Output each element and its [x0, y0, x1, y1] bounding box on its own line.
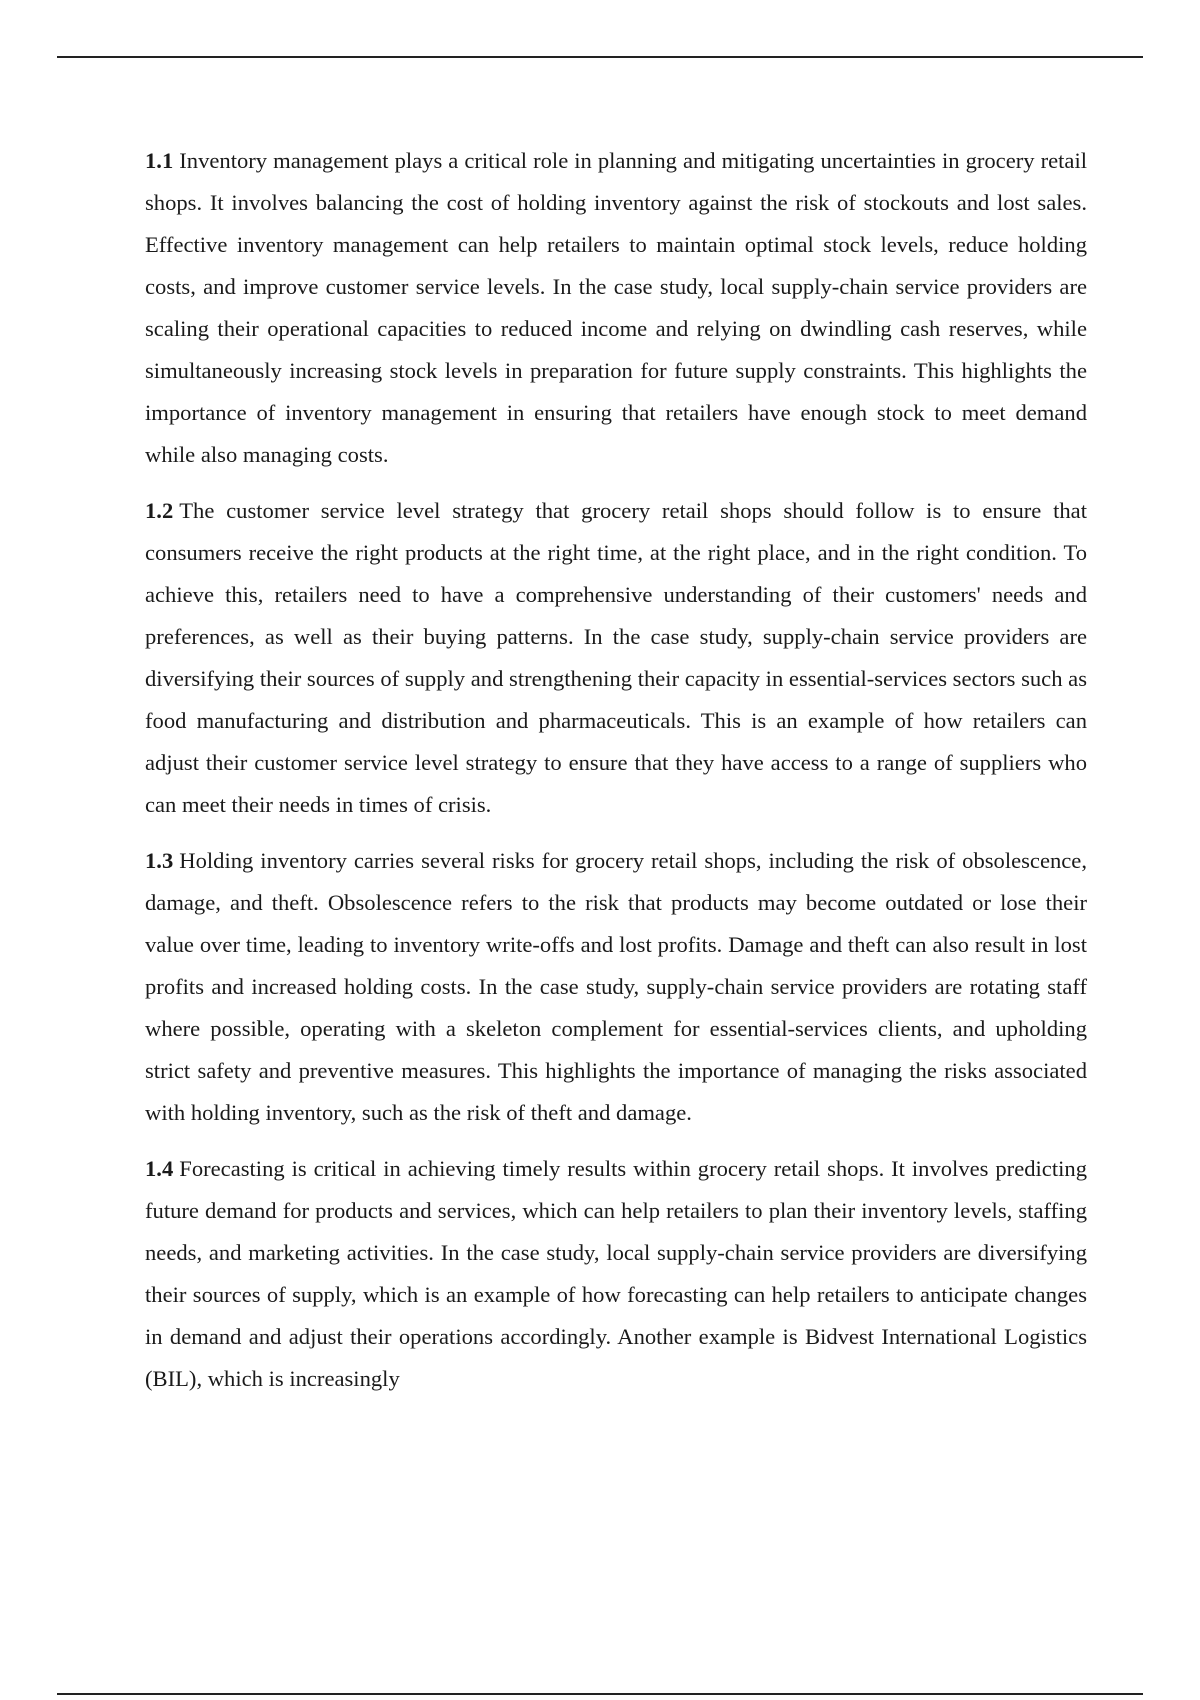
paragraph-1-1	[145, 140, 1087, 476]
footer-rule	[57, 1693, 1143, 1695]
header-rule	[57, 56, 1143, 58]
paragraph-text: Inventory management plays a critical role in planning and mitigating uncertainties in grocery retail shops. It involves balancing the cost of holding inventory against the risk of stockouts and lost sales. Effective inventory management can help retailers to maintain optimal stock levels, reduce holding costs, and improve customer service levels. In the case study, local supply-chain service providers are scaling their operational capacities to reduced income and relying on dwindling cash reserves, while simultaneously increasing stock levels in preparation for future supply constraints. This highlights the importance of inventory management in ensuring that retailers have enough stock to meet demand while also managing costs.	[145, 148, 1087, 467]
section-number: 1.3	[145, 848, 174, 873]
section-number: 1.1	[145, 148, 174, 173]
paragraph-1-3	[145, 840, 1087, 1134]
paragraph-text: Forecasting is critical in achieving timely results within grocery retail shops. It involves predicting future demand for products and services, which can help retailers to plan their inventory levels, staffing needs, and marketing activities. In the case study, local supply-chain service providers are diversifying their sources of supply, which is an example of how forecasting can help retailers to anticipate changes in demand and adjust their operations accordingly. Another example is Bidvest International Logistics (BIL), which is increasingly	[145, 1156, 1087, 1391]
section-number: 1.4	[145, 1156, 174, 1181]
paragraph-text: The customer service level strategy that grocery retail shops should follow is to ensure that consumers receive the right products at the right time, at the right place, and in the right condition. To achieve this, retailers need to have a comprehensive understanding of their customers' needs and preferences, as well as their buying patterns. In the case study, supply-chain service providers are diversifying their sources of supply and strengthening their capacity in essential-services sectors such as food manufacturing and distribution and pharmaceuticals. This is an example of how retailers can adjust their customer service level strategy to ensure that they have access to a range of suppliers who can meet their needs in times of crisis.	[145, 498, 1087, 817]
paragraph-1-4	[145, 1148, 1087, 1400]
paragraph-text: Holding inventory carries several risks for grocery retail shops, including the risk of obsolescence, damage, and theft. Obsolescence refers to the risk that products may become outdated or lose their value over time, leading to inventory write-offs and lost profits. Damage and theft can also result in lost profits and increased holding costs. In the case study, supply-chain service providers are rotating staff where possible, operating with a skeleton complement for essential-services clients, and upholding strict safety and preventive measures. This highlights the importance of managing the risks associated with holding inventory, such as the risk of theft and damage.	[145, 848, 1087, 1125]
section-number: 1.2	[145, 498, 174, 523]
document-body	[145, 140, 1087, 1414]
paragraph-1-2	[145, 490, 1087, 826]
